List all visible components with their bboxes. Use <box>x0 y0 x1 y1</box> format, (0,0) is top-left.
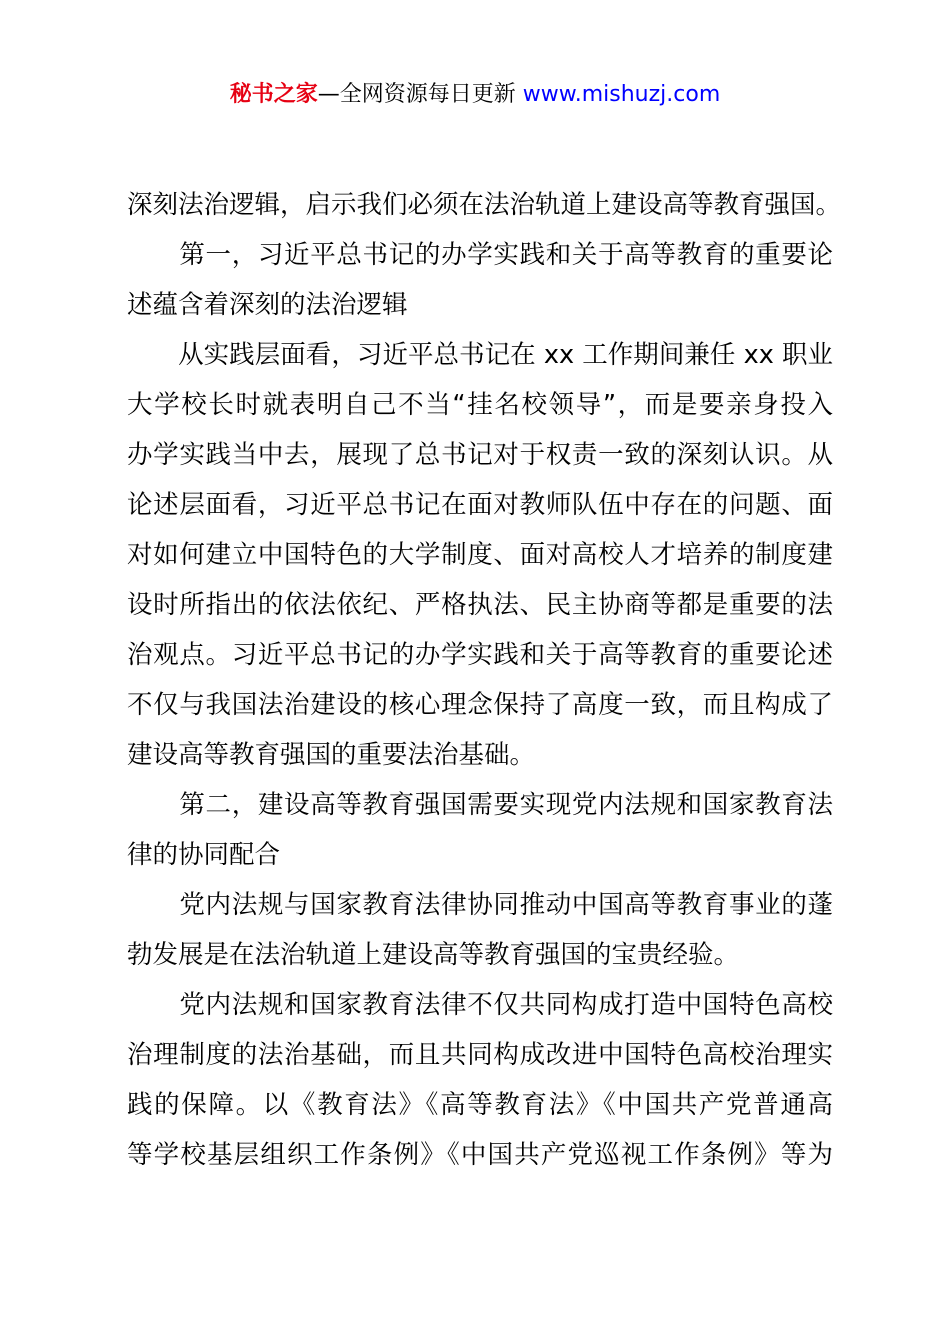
page-header <box>0 78 950 112</box>
text-line: 大学校长时就表明自己不当“挂名校领导”，而是要亲身投入 <box>127 390 833 420</box>
text-line: 不仅与我国法治建设的核心理念保持了高度一致，而且构成了 <box>127 690 833 720</box>
text-line: 党内法规与国家教育法律协同推动中国高等教育事业的蓬 <box>127 890 833 920</box>
website-url[interactable]: www.mishuzj.com <box>522 82 721 107</box>
text-line: 践的保障。以《教育法》《高等教育法》《中国共产党普通高 <box>127 1090 833 1120</box>
text-line: 深刻法治逻辑，启示我们必须在法治轨道上建设高等教育强国。 <box>127 190 842 220</box>
text-line: 建设高等教育强国的重要法治基础。 <box>127 740 536 770</box>
header-slogan: —全网资源每日更新 <box>317 82 523 107</box>
text-line: 论述层面看，习近平总书记在面对教师队伍中存在的问题、面 <box>127 490 833 520</box>
text-line: 从实践层面看，习近平总书记在 xx 工作期间兼任 xx 职业 <box>127 340 833 370</box>
text-line: 勃发展是在法治轨道上建设高等教育强国的宝贵经验。 <box>127 940 740 970</box>
text-line: 述蕴含着深刻的法治逻辑 <box>127 290 408 320</box>
text-line: 设时所指出的依法依纪、严格执法、民主协商等都是重要的法 <box>127 590 833 620</box>
text-line: 第二，建设高等教育强国需要实现党内法规和国家教育法 <box>127 790 833 820</box>
text-line: 办学实践当中去，展现了总书记对于权责一致的深刻认识。从 <box>127 440 833 470</box>
text-line: 律的协同配合 <box>127 840 281 870</box>
text-line: 等学校基层组织工作条例》《中国共产党巡视工作条例》等为 <box>127 1140 833 1170</box>
document-body <box>127 180 842 1180</box>
text-line: 第一，习近平总书记的办学实践和关于高等教育的重要论 <box>127 240 833 270</box>
brand-name: 秘书之家 <box>229 82 318 107</box>
text-line: 治观点。习近平总书记的办学实践和关于高等教育的重要论述 <box>127 640 833 670</box>
text-line: 对如何建立中国特色的大学制度、面对高校人才培养的制度建 <box>127 540 833 570</box>
text-line: 治理制度的法治基础，而且共同构成改进中国特色高校治理实 <box>127 1040 833 1070</box>
text-line: 党内法规和国家教育法律不仅共同构成打造中国特色高校 <box>127 990 833 1020</box>
